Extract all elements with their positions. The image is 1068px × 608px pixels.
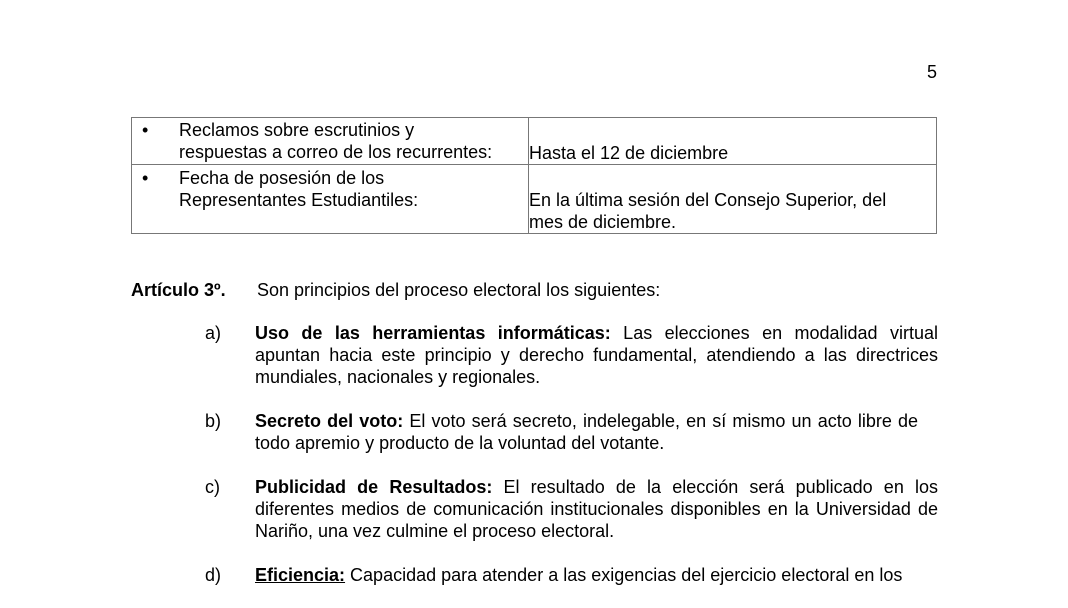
list-item [205, 476, 938, 542]
list-item [205, 322, 938, 388]
value-cell [529, 118, 937, 165]
value-line: En la última sesión del Consejo Superior, del [529, 190, 887, 210]
list-item [205, 564, 938, 586]
schedule-table [131, 117, 937, 234]
item-text: Capacidad para atender a las exigencias del ejercicio electoral en los [345, 565, 903, 585]
item-letter: a) [205, 323, 222, 343]
principles-list [205, 322, 938, 608]
item-line: Reclamos sobre escrutinios y [179, 120, 415, 140]
item-text: Las elecciones en modalidad virtual apuntan hacia este principio y derecho fundamental, atendiendo a las directrices mundiales, nacionales y regionales. [255, 323, 938, 387]
list-item [205, 410, 938, 454]
bullet: • [142, 168, 149, 188]
article-label: Artículo 3º. [131, 280, 226, 300]
table-row [132, 165, 937, 234]
item-cell [132, 118, 529, 165]
item-letter: c) [205, 477, 220, 497]
item-line: respuestas a correo de los recurrentes: [179, 142, 493, 162]
value-cell [529, 165, 937, 234]
item-letter: b) [205, 411, 222, 431]
item-term: Uso de las herramientas informáticas: [255, 323, 611, 343]
item-letter: d) [205, 565, 222, 585]
item-term: Publicidad de Resultados: [255, 477, 493, 497]
item-term: Secreto del voto: [255, 411, 404, 431]
item-text: El resultado de la elección será publicado en los diferentes medios de comunicación institucionales disponibles en la Universidad de Nariño, una vez culmine el proceso electoral. [255, 477, 938, 541]
table-row [132, 118, 937, 165]
page-number: 5 [926, 62, 937, 82]
value-line: mes de diciembre. [529, 212, 677, 232]
article-text: Son principios del proceso electoral los siguientes: [257, 280, 661, 300]
bullet: • [142, 120, 149, 140]
value-line: Hasta el 12 de diciembre [529, 143, 729, 163]
item-line: Representantes Estudiantiles: [179, 190, 419, 210]
item-cell [132, 165, 529, 234]
item-term: Eficiencia: [255, 565, 346, 585]
item-text: El voto será secreto, indelegable, en sí mismo un acto libre de todo apremio y producto de la voluntad del votante. [255, 411, 918, 453]
item-line: Fecha de posesión de los [179, 168, 385, 188]
article-heading [131, 280, 660, 301]
